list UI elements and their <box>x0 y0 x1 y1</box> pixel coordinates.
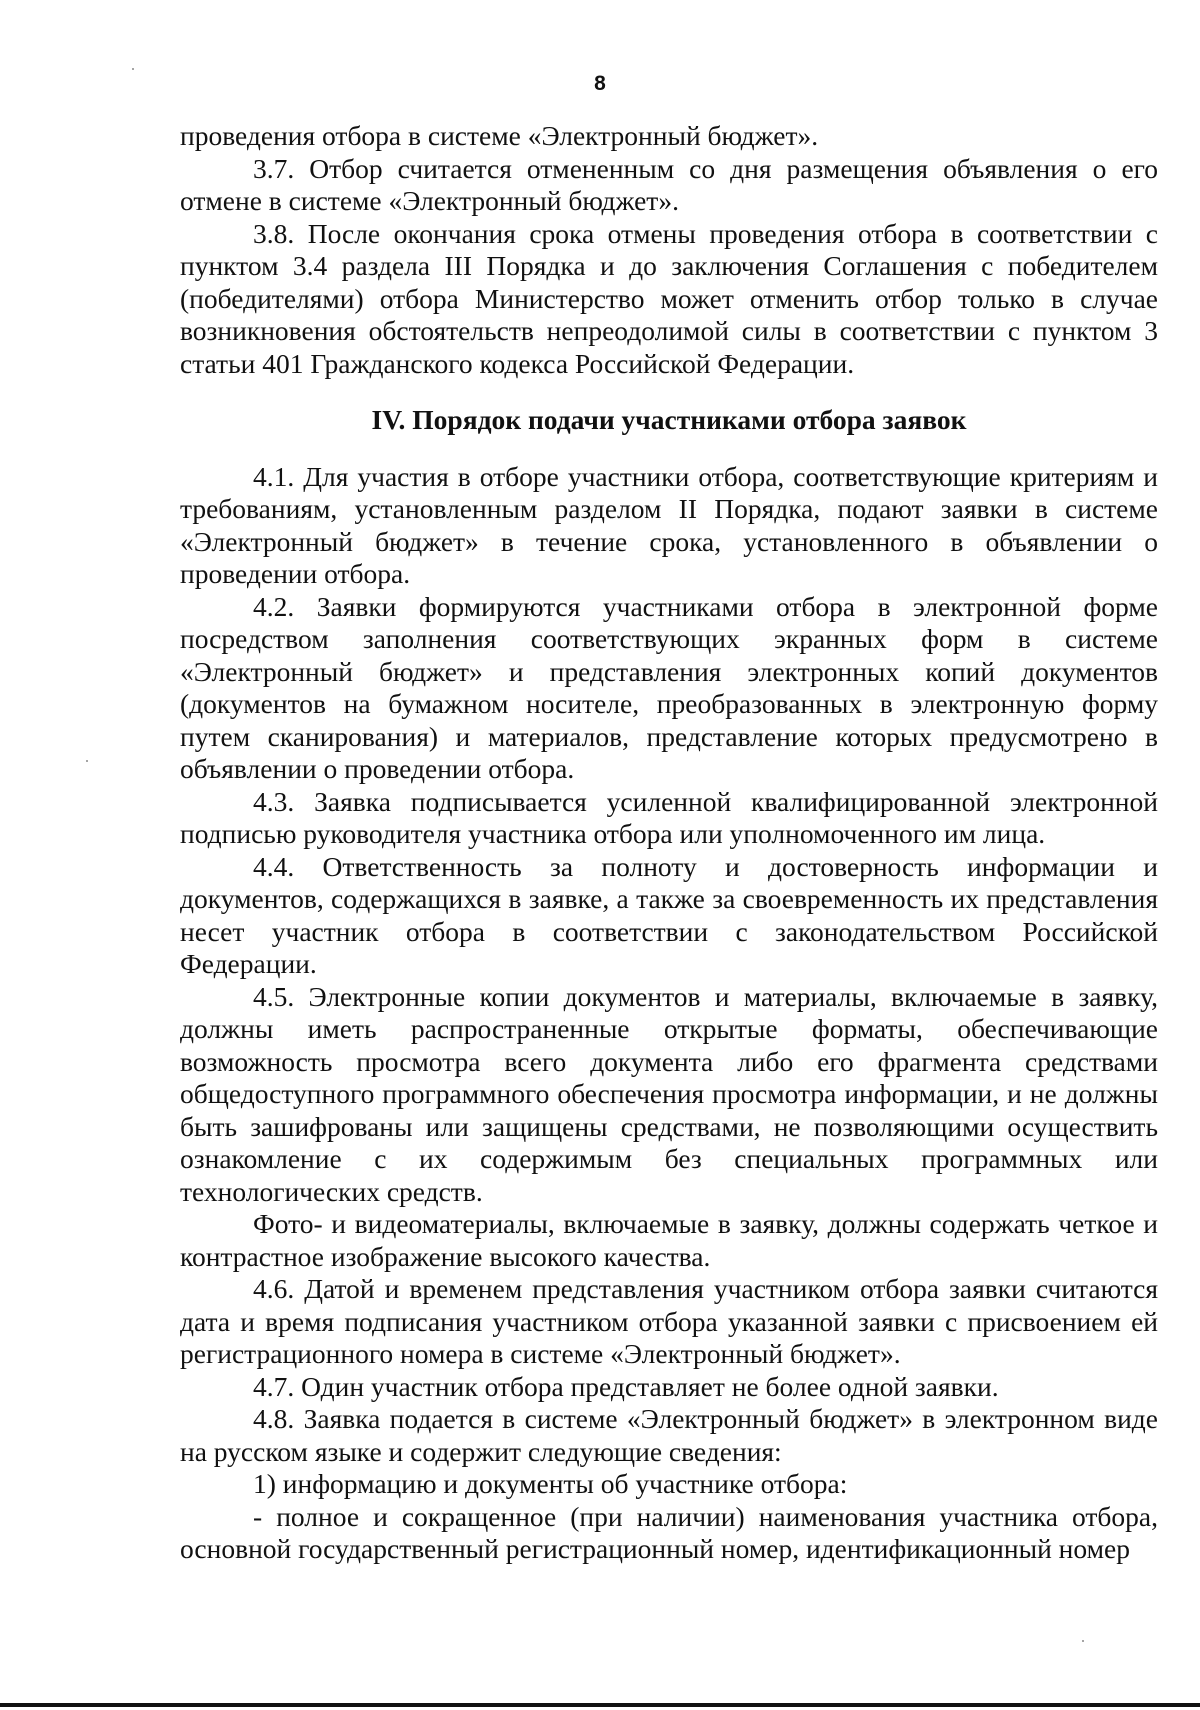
page-number: 8 <box>594 72 606 95</box>
paragraph: 3.7. Отбор считается отмененным со дня размещения объявления о его отмене в системе «Электронный бюджет». <box>180 152 1158 216</box>
scan-edge-line <box>0 1703 1200 1707</box>
paragraph: 4.6. Датой и временем представления участником отбора заявки считаются дата и время подписания участником отбора указанной заявки с присвоением ей регистрационного номера в системе «Электронный бюджет». <box>180 1273 1158 1369</box>
paragraphs-bottom <box>180 461 1158 1566</box>
paragraph: 4.1. Для участия в отборе участники отбора, соответствующие критериям и требованиям, установленным разделом II Порядка, подают заявки в системе «Электронный бюджет» в течение срока, установленного в объявлении о проведении отбора. <box>180 460 1158 589</box>
paragraph: 4.7. Один участник отбора представляет не более одной заявки. <box>253 1370 999 1402</box>
paragraph: 4.5. Электронные копии документов и материалы, включаемые в заявку, должны иметь распространенные открытые форматы, обеспечивающие возможность просмотра всего документа либо его фрагмента средствами общедоступного программного обеспечения просмотра информации, и не должны быть зашифрованы или защищены средствами, не позволяющими осуществить ознакомление с их содержимым без специальных программных или технологических средств. <box>180 980 1158 1207</box>
paragraph: - полное и сокращенное (при наличии) наименования участника отбора, основной государственный регистрационный номер, идентификационный номер <box>180 1500 1158 1564</box>
paragraph: 4.3. Заявка подписывается усиленной квалифицированной электронной подписью руководителя участника отбора или уполномоченного им лица. <box>180 785 1158 849</box>
paragraph: 4.8. Заявка подается в системе «Электронный бюджет» в электронном виде на русском языке и содержит следующие сведения: <box>180 1403 1158 1467</box>
section-title: IV. Порядок подачи участниками отбора заявок <box>371 404 967 435</box>
paragraph: 1) информацию и документы об участнике отбора: <box>253 1468 848 1499</box>
scan-speck <box>132 68 134 70</box>
paragraphs-top <box>180 120 1158 380</box>
scan-speck <box>1082 1640 1084 1642</box>
document-body <box>180 120 1158 1566</box>
paragraph: 3.8. После окончания срока отмены проведения отбора в соответствии с пунктом 3.4 раздела III Порядка и до заключения Соглашения с победителем (победителями) отбора Министерство может отменить отбор только в случае возникновения обстоятельств непреодолимой силы в соответствии с пунктом 3 статьи 401 Гражданского кодекса Российской Федерации. <box>180 217 1158 379</box>
paragraph: Фото- и видеоматериалы, включаемые в заявку, должны содержать четкое и контрастное изображение высокого качества. <box>180 1208 1158 1272</box>
paragraph: проведения отбора в системе «Электронный бюджет». <box>180 120 819 151</box>
scan-speck <box>86 760 88 762</box>
paragraph: 4.2. Заявки формируются участниками отбора в электронной форме посредством заполнения соответствующих экранных форм в системе «Электронный бюджет» и представления электронных копий документов (документов на бумажном носителе, преобразованных в электронную форму путем сканирования) и материалов, представление которых предусмотрено в объявлении о проведении отбора. <box>180 590 1158 784</box>
paragraph: 4.4. Ответственность за полноту и достоверность информации и документов, содержащихся в заявке, а также за своевременность их представления несет участник отбора в соответствии с законодательством Российской Федерации. <box>180 850 1158 979</box>
